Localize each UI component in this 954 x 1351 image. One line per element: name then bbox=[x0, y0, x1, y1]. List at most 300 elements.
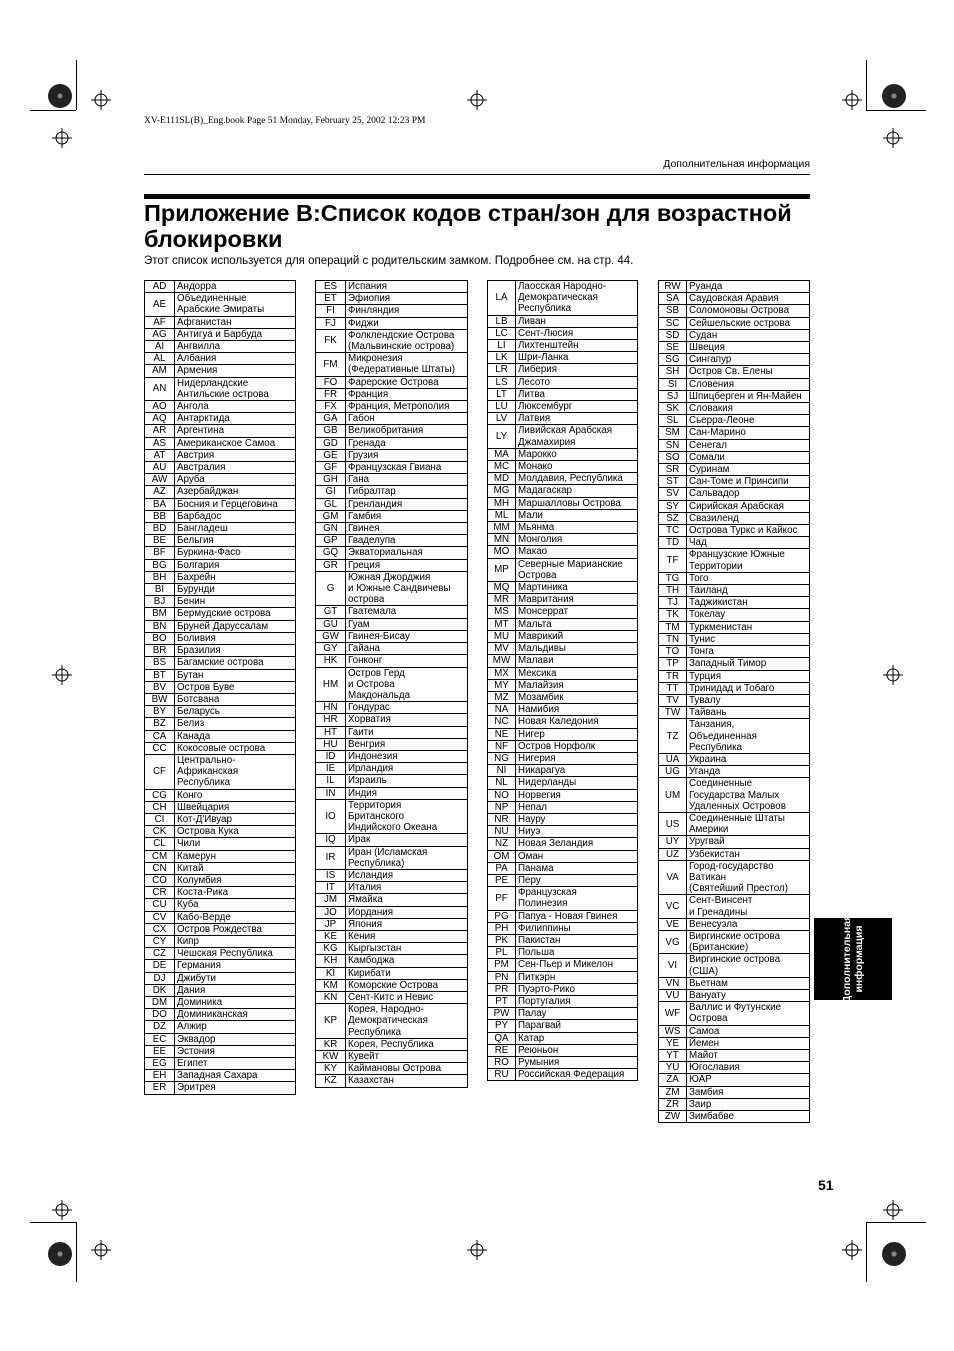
country-name: Аргентина bbox=[175, 425, 296, 437]
country-name: Малави bbox=[516, 655, 638, 667]
country-code: IS bbox=[316, 869, 346, 881]
country-name: Руанда bbox=[687, 281, 810, 293]
table-row bbox=[659, 451, 810, 463]
table-row bbox=[145, 706, 296, 718]
country-name: Латвия bbox=[516, 413, 638, 425]
country-code: CK bbox=[145, 826, 175, 838]
side-tab bbox=[814, 914, 892, 1004]
country-code: CC bbox=[145, 742, 175, 754]
country-code: KR bbox=[316, 1038, 346, 1050]
country-name: Нигер bbox=[516, 728, 638, 740]
crop-mark bbox=[30, 1222, 76, 1223]
country-name: Гаити bbox=[346, 726, 468, 738]
country-name: Тринидад и Тобаго bbox=[687, 682, 810, 694]
country-name: Фарерские Острова bbox=[346, 376, 468, 388]
country-code: FR bbox=[316, 388, 346, 400]
table-row bbox=[488, 995, 638, 1007]
country-code: HR bbox=[316, 714, 346, 726]
country-code: ZR bbox=[659, 1098, 687, 1110]
country-name: Тувалу bbox=[687, 694, 810, 706]
table-row bbox=[659, 488, 810, 500]
table-row bbox=[316, 630, 468, 642]
country-name: Джибути bbox=[175, 972, 296, 984]
table-row bbox=[659, 670, 810, 682]
country-name: Нидерланды bbox=[516, 777, 638, 789]
country-name: Соломоновы Острова bbox=[687, 305, 810, 317]
country-code: CA bbox=[145, 730, 175, 742]
country-code: KN bbox=[316, 991, 346, 1003]
table-row bbox=[488, 448, 638, 460]
country-code: MP bbox=[488, 558, 516, 581]
country-code: SB bbox=[659, 305, 687, 317]
table-row bbox=[316, 894, 468, 906]
country-name: Франция bbox=[346, 388, 468, 400]
country-code: TR bbox=[659, 670, 687, 682]
table-row bbox=[488, 340, 638, 352]
country-name: Макао bbox=[516, 546, 638, 558]
country-code: KY bbox=[316, 1063, 346, 1075]
country-name: Вануату bbox=[687, 989, 810, 1001]
registration-ball-mark bbox=[48, 84, 72, 108]
crosshair-mark bbox=[52, 1200, 72, 1220]
country-code: TO bbox=[659, 646, 687, 658]
country-code: BE bbox=[145, 535, 175, 547]
country-name: Израиль bbox=[346, 775, 468, 787]
country-name: Панама bbox=[516, 862, 638, 874]
table-row bbox=[659, 585, 810, 597]
country-name: Остров Буве bbox=[175, 681, 296, 693]
table-row bbox=[316, 329, 468, 352]
country-code: ZM bbox=[659, 1086, 687, 1098]
country-name: Венесуэла bbox=[687, 918, 810, 930]
country-code: NA bbox=[488, 704, 516, 716]
country-name: Ямайка bbox=[346, 894, 468, 906]
table-row bbox=[316, 1038, 468, 1050]
country-name: Намибия bbox=[516, 704, 638, 716]
country-name: Грузия bbox=[346, 449, 468, 461]
country-name: Либерия bbox=[516, 364, 638, 376]
country-code: FO bbox=[316, 376, 346, 388]
country-name: Доминиканская bbox=[175, 1009, 296, 1021]
country-code: BA bbox=[145, 498, 175, 510]
country-name: Швейцария bbox=[175, 801, 296, 813]
side-tab-label: Дополнительная информация bbox=[841, 914, 865, 1004]
country-code: NU bbox=[488, 826, 516, 838]
country-name: Танзания, Объединенная Республика bbox=[687, 719, 810, 754]
country-name: Армения bbox=[175, 365, 296, 377]
country-name: Корея, Народно- Демократическая Республика bbox=[346, 1004, 468, 1039]
country-code: BZ bbox=[145, 718, 175, 730]
country-name: Узбекистан bbox=[687, 848, 810, 860]
country-name: Греция bbox=[346, 559, 468, 571]
country-code: AM bbox=[145, 365, 175, 377]
table-row bbox=[316, 1051, 468, 1063]
country-name: Гамбия bbox=[346, 510, 468, 522]
crosshair-mark bbox=[883, 665, 903, 685]
country-code: PG bbox=[488, 910, 516, 922]
crop-mark bbox=[30, 110, 76, 111]
country-name: Бутан bbox=[175, 669, 296, 681]
table-row bbox=[659, 1002, 810, 1025]
country-name: Французская Полинезия bbox=[516, 887, 638, 910]
country-code: EE bbox=[145, 1045, 175, 1057]
table-row bbox=[659, 1062, 810, 1074]
country-name: Таиланд bbox=[687, 585, 810, 597]
code-table-col-1 bbox=[144, 280, 296, 1095]
country-name: Шпицберген и Ян-Майен bbox=[687, 390, 810, 402]
country-code: LB bbox=[488, 315, 516, 327]
table-row bbox=[145, 730, 296, 742]
country-code: PN bbox=[488, 971, 516, 983]
file-info-line: XV-E111SL(B)_Eng.book Page 51 Monday, February 25, 2002 12:23 PM bbox=[144, 116, 426, 126]
country-name: Египет bbox=[175, 1058, 296, 1070]
registration-ball-mark bbox=[48, 1242, 72, 1266]
country-code: MR bbox=[488, 594, 516, 606]
table-row bbox=[488, 777, 638, 789]
country-code: GE bbox=[316, 449, 346, 461]
country-code: VI bbox=[659, 954, 687, 977]
country-code: CR bbox=[145, 887, 175, 899]
country-name: Пуэрто-Рико bbox=[516, 983, 638, 995]
country-name: Лихтенштейн bbox=[516, 340, 638, 352]
table-row bbox=[488, 728, 638, 740]
country-code: KZ bbox=[316, 1075, 346, 1087]
crosshair-mark bbox=[467, 90, 487, 110]
header-rule bbox=[144, 174, 810, 175]
country-name: Индонезия bbox=[346, 750, 468, 762]
table-row bbox=[659, 1098, 810, 1110]
country-name: Италия bbox=[346, 882, 468, 894]
country-name: Российская Федерация bbox=[516, 1069, 638, 1081]
country-code: LK bbox=[488, 352, 516, 364]
country-name: Япония bbox=[346, 918, 468, 930]
country-code: CI bbox=[145, 813, 175, 825]
country-name: Мавритания bbox=[516, 594, 638, 606]
country-name: Великобритания bbox=[346, 425, 468, 437]
country-name: Гренландия bbox=[346, 498, 468, 510]
table-row bbox=[488, 813, 638, 825]
country-code: KM bbox=[316, 979, 346, 991]
country-code: LS bbox=[488, 376, 516, 388]
table-row bbox=[659, 366, 810, 378]
table-row bbox=[145, 474, 296, 486]
country-name: Корея, Республика bbox=[346, 1038, 468, 1050]
table-row bbox=[659, 778, 810, 813]
country-code: NE bbox=[488, 728, 516, 740]
table-row bbox=[316, 618, 468, 630]
country-name: Словакия bbox=[687, 403, 810, 415]
country-code: ZW bbox=[659, 1111, 687, 1123]
country-name: Норвегия bbox=[516, 789, 638, 801]
country-name: Ботсвана bbox=[175, 693, 296, 705]
country-code: TC bbox=[659, 525, 687, 537]
country-name: Остров Св. Елены bbox=[687, 366, 810, 378]
country-name: Австрия bbox=[175, 449, 296, 461]
country-code: MA bbox=[488, 448, 516, 460]
country-code: JO bbox=[316, 906, 346, 918]
country-code: GI bbox=[316, 486, 346, 498]
table-row bbox=[145, 559, 296, 571]
country-name: Сен-Пьер и Микелон bbox=[516, 959, 638, 971]
country-code: BB bbox=[145, 510, 175, 522]
country-code: EH bbox=[145, 1070, 175, 1082]
table-row bbox=[659, 633, 810, 645]
country-name: Никарагуа bbox=[516, 765, 638, 777]
country-name: Западный Тимор bbox=[687, 658, 810, 670]
country-code: IN bbox=[316, 787, 346, 799]
table-row bbox=[145, 923, 296, 935]
country-name: Палау bbox=[516, 1008, 638, 1020]
table-row bbox=[316, 425, 468, 437]
crosshair-mark bbox=[467, 1240, 487, 1260]
country-code: MZ bbox=[488, 691, 516, 703]
country-name: Барбадос bbox=[175, 510, 296, 522]
country-name: Остров Норфолк bbox=[516, 740, 638, 752]
country-code: DM bbox=[145, 996, 175, 1008]
country-name: Пакистан bbox=[516, 934, 638, 946]
country-code: CY bbox=[145, 935, 175, 947]
country-name: Лаосская Народно- Демократическая Республика bbox=[516, 281, 638, 316]
table-row bbox=[659, 317, 810, 329]
country-name: Французская Гвиана bbox=[346, 462, 468, 474]
table-row bbox=[316, 413, 468, 425]
table-row bbox=[145, 486, 296, 498]
table-row bbox=[316, 738, 468, 750]
crosshair-mark bbox=[52, 128, 72, 148]
country-code: RW bbox=[659, 281, 687, 293]
table-row bbox=[488, 1069, 638, 1081]
table-row bbox=[488, 862, 638, 874]
table-row bbox=[316, 714, 468, 726]
country-code: GW bbox=[316, 630, 346, 642]
code-table-col-4 bbox=[658, 280, 810, 1123]
country-code: NR bbox=[488, 813, 516, 825]
table-row bbox=[659, 1086, 810, 1098]
table-row bbox=[316, 317, 468, 329]
country-code: GA bbox=[316, 413, 346, 425]
country-name: Мадагаскар bbox=[516, 485, 638, 497]
country-code: GL bbox=[316, 498, 346, 510]
table-row bbox=[145, 645, 296, 657]
table-row bbox=[659, 329, 810, 341]
country-code: GT bbox=[316, 606, 346, 618]
table-row bbox=[316, 955, 468, 967]
country-name: Науру bbox=[516, 813, 638, 825]
table-row bbox=[488, 679, 638, 691]
table-row bbox=[145, 571, 296, 583]
country-code: IE bbox=[316, 763, 346, 775]
table-row bbox=[316, 787, 468, 799]
table-row bbox=[488, 643, 638, 655]
table-row bbox=[316, 1063, 468, 1075]
country-code: CF bbox=[145, 754, 175, 789]
table-row bbox=[659, 646, 810, 658]
country-name: Сан-Томе и Принсипи bbox=[687, 476, 810, 488]
country-name: Таджикистан bbox=[687, 597, 810, 609]
table-row bbox=[659, 707, 810, 719]
table-row bbox=[145, 899, 296, 911]
table-row bbox=[145, 353, 296, 365]
table-row bbox=[316, 643, 468, 655]
country-name: Швеция bbox=[687, 342, 810, 354]
country-name: Гвинея-Бисау bbox=[346, 630, 468, 642]
crop-mark bbox=[866, 1222, 926, 1223]
table-row bbox=[316, 606, 468, 618]
country-name: Того bbox=[687, 572, 810, 584]
country-code: PR bbox=[488, 983, 516, 995]
crop-mark bbox=[76, 1222, 77, 1282]
country-name: Монголия bbox=[516, 534, 638, 546]
table-row bbox=[145, 948, 296, 960]
country-code: BM bbox=[145, 608, 175, 620]
table-row bbox=[488, 522, 638, 534]
crop-mark bbox=[76, 60, 77, 110]
country-name: Ирак bbox=[346, 834, 468, 846]
country-name: Ангола bbox=[175, 401, 296, 413]
country-name: Камбоджа bbox=[346, 955, 468, 967]
country-name: Босния и Герцеговина bbox=[175, 498, 296, 510]
table-row bbox=[145, 874, 296, 886]
country-code: AL bbox=[145, 353, 175, 365]
table-row bbox=[145, 632, 296, 644]
intro-text: Этот список используется для операций с родительским замком. Подробнее см. на стр. 44. bbox=[144, 255, 634, 267]
table-row bbox=[659, 342, 810, 354]
country-code: RO bbox=[488, 1057, 516, 1069]
country-code: EG bbox=[145, 1058, 175, 1070]
country-code: MU bbox=[488, 630, 516, 642]
country-code: NL bbox=[488, 777, 516, 789]
country-name: Югославия bbox=[687, 1062, 810, 1074]
country-name: Нидерландские Антильские острова bbox=[175, 377, 296, 400]
country-name: Коморские Острова bbox=[346, 979, 468, 991]
country-code: SA bbox=[659, 293, 687, 305]
country-name: Вьетнам bbox=[687, 977, 810, 989]
country-code: GQ bbox=[316, 547, 346, 559]
country-name: Гонконг bbox=[346, 655, 468, 667]
table-row bbox=[488, 388, 638, 400]
table-row bbox=[145, 960, 296, 972]
country-name: Китай bbox=[175, 862, 296, 874]
table-row bbox=[659, 537, 810, 549]
country-name: Каймановы Острова bbox=[346, 1063, 468, 1075]
section-label: Дополнительная информация bbox=[663, 158, 810, 170]
country-name: Новая Зеландия bbox=[516, 838, 638, 850]
country-code: FK bbox=[316, 329, 346, 352]
crop-mark bbox=[866, 110, 926, 111]
country-code: BD bbox=[145, 523, 175, 535]
country-code: BY bbox=[145, 706, 175, 718]
table-row bbox=[659, 512, 810, 524]
table-row bbox=[488, 1032, 638, 1044]
table-row bbox=[316, 353, 468, 376]
country-code: UM bbox=[659, 778, 687, 813]
table-row bbox=[488, 582, 638, 594]
country-code: FJ bbox=[316, 317, 346, 329]
country-code: AN bbox=[145, 377, 175, 400]
country-code: AO bbox=[145, 401, 175, 413]
table-row bbox=[659, 860, 810, 895]
country-name: Бразилия bbox=[175, 645, 296, 657]
country-name: Алжир bbox=[175, 1021, 296, 1033]
country-name: Габон bbox=[346, 413, 468, 425]
country-name: Конго bbox=[175, 789, 296, 801]
country-code: MT bbox=[488, 618, 516, 630]
table-row bbox=[145, 498, 296, 510]
country-code: CH bbox=[145, 801, 175, 813]
country-name: Колумбия bbox=[175, 874, 296, 886]
table-row bbox=[488, 618, 638, 630]
country-name: Бахрейн bbox=[175, 571, 296, 583]
table-row bbox=[488, 281, 638, 316]
country-code: GF bbox=[316, 462, 346, 474]
table-row bbox=[488, 765, 638, 777]
table-row bbox=[145, 281, 296, 293]
country-name: Гайана bbox=[346, 643, 468, 655]
country-name: Аруба bbox=[175, 474, 296, 486]
table-row bbox=[316, 437, 468, 449]
country-code: AQ bbox=[145, 413, 175, 425]
country-name: Кокосовые острова bbox=[175, 742, 296, 754]
registration-ball-mark bbox=[882, 1242, 906, 1266]
country-code: GR bbox=[316, 559, 346, 571]
country-name: Парагвай bbox=[516, 1020, 638, 1032]
country-name: Эстония bbox=[175, 1045, 296, 1057]
country-name: Исландия bbox=[346, 869, 468, 881]
table-row bbox=[659, 621, 810, 633]
country-name: Литва bbox=[516, 388, 638, 400]
table-row bbox=[488, 716, 638, 728]
table-row bbox=[145, 862, 296, 874]
country-code: VN bbox=[659, 977, 687, 989]
country-code: GM bbox=[316, 510, 346, 522]
table-row bbox=[488, 401, 638, 413]
country-code: TG bbox=[659, 572, 687, 584]
country-code: CM bbox=[145, 850, 175, 862]
country-code: EC bbox=[145, 1033, 175, 1045]
country-code: VG bbox=[659, 930, 687, 953]
country-name: Финляндия bbox=[346, 305, 468, 317]
table-row bbox=[145, 401, 296, 413]
country-name: Болгария bbox=[175, 559, 296, 571]
table-row bbox=[659, 415, 810, 427]
country-name: Кения bbox=[346, 930, 468, 942]
crop-mark bbox=[866, 1222, 867, 1282]
table-row bbox=[659, 848, 810, 860]
country-code: SK bbox=[659, 403, 687, 415]
table-row bbox=[316, 474, 468, 486]
country-name: Бермудские острова bbox=[175, 608, 296, 620]
country-name: Питкэрн bbox=[516, 971, 638, 983]
country-code: TM bbox=[659, 621, 687, 633]
table-row bbox=[659, 930, 810, 953]
country-name: Эквадор bbox=[175, 1033, 296, 1045]
table-row bbox=[145, 377, 296, 400]
country-name: Сенегал bbox=[687, 439, 810, 451]
country-name: Тонга bbox=[687, 646, 810, 658]
table-row bbox=[659, 476, 810, 488]
country-name: Объединенные Арабские Эмираты bbox=[175, 293, 296, 316]
table-row bbox=[316, 535, 468, 547]
country-name: Катар bbox=[516, 1032, 638, 1044]
country-code: HU bbox=[316, 738, 346, 750]
country-name: Кипр bbox=[175, 935, 296, 947]
table-row bbox=[488, 327, 638, 339]
country-name: Папуа - Новая Гвинея bbox=[516, 910, 638, 922]
country-name: Соединенные Государства Малых Удаленных Островов bbox=[687, 778, 810, 813]
country-code: LR bbox=[488, 364, 516, 376]
country-code: DK bbox=[145, 984, 175, 996]
table-row bbox=[316, 571, 468, 606]
